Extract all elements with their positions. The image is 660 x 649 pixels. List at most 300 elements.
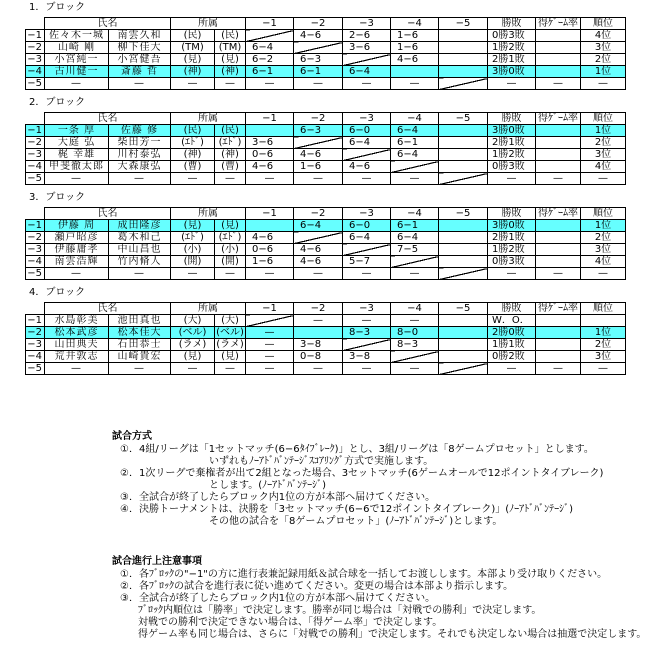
score-cell: 6−4 — [343, 232, 391, 244]
rank-cell: 1位 — [581, 327, 626, 339]
rule-item: ②．各ﾌﾞﾛｯｸの試合を進行表に従い進めてください。変更の場合は本部より指示します。 — [120, 581, 514, 592]
table-row — [26, 173, 626, 185]
header-opponent: −1 — [246, 18, 294, 30]
partner-affiliation: — — [215, 268, 246, 280]
header-opponent: −1 — [246, 113, 294, 125]
rank-cell: 1位 — [581, 125, 626, 137]
match-format-section — [112, 431, 660, 528]
game-rate-cell: — — [536, 268, 581, 280]
game-rate-cell: — — [536, 173, 581, 185]
partner-name: 佐藤 修 — [109, 125, 171, 137]
self-match-cell — [294, 137, 343, 149]
table-row — [26, 54, 626, 66]
partner-affiliation: (見) — [215, 220, 246, 232]
player-affiliation: (神) — [171, 66, 215, 78]
score-cell: 6−4 — [391, 149, 439, 161]
row-label: −4 — [26, 256, 45, 268]
header-opponent: −4 — [391, 18, 439, 30]
partner-name: 川村泰弘 — [109, 149, 171, 161]
partner-affiliation: (ｴﾄﾞ) — [215, 232, 246, 244]
self-match-cell — [343, 339, 391, 351]
header-row — [26, 18, 626, 30]
header-corner — [26, 18, 45, 30]
score-cell: — — [294, 315, 343, 327]
header-game-rate: 得ｹﾞｰﾑ率 — [536, 18, 581, 30]
player-name: 伊藤庸孝 — [45, 244, 109, 256]
self-match-cell — [246, 30, 294, 42]
score-cell: — — [343, 78, 391, 90]
row-label: −5 — [26, 78, 45, 90]
table-row — [26, 42, 626, 54]
player-affiliation: (ベル) — [171, 327, 215, 339]
partner-affiliation: — — [215, 78, 246, 90]
row-label: −1 — [26, 220, 45, 232]
self-match-cell — [294, 232, 343, 244]
table-row — [26, 268, 626, 280]
partner-affiliation: (ラメ) — [216, 339, 244, 350]
score-cell: 1−6 — [246, 256, 294, 268]
table-row-winner — [26, 66, 626, 78]
score-cell — [439, 161, 488, 173]
score-cell: 6−1 — [294, 66, 343, 78]
game-rate-cell — [536, 327, 581, 339]
partner-affiliation: (小) — [215, 244, 246, 256]
partner-name: 池田真也 — [109, 315, 171, 327]
score-cell: 6−0 — [343, 125, 391, 137]
player-affiliation: (見) — [171, 54, 215, 66]
self-match-cell — [439, 363, 488, 375]
score-cell: 6−3 — [294, 125, 343, 137]
score-cell: 6−3 — [294, 54, 343, 66]
score-cell: 6−4 — [391, 125, 439, 137]
player-affiliation: (ラメ) — [171, 339, 215, 351]
table-row-winner — [26, 327, 626, 339]
score-cell — [439, 137, 488, 149]
rank-cell: 1位 — [581, 66, 626, 78]
block-title: 1．ブロック — [29, 2, 86, 13]
partner-affiliation: (TM) — [215, 42, 246, 54]
partner-name: — — [109, 78, 171, 90]
match-notes-list — [112, 569, 660, 641]
header-rank: 順位 — [581, 18, 626, 30]
score-cell: 0−6 — [246, 244, 294, 256]
match-format-heading: 試合方式 — [112, 431, 152, 442]
player-affiliation: — — [171, 268, 215, 280]
row-label: −2 — [26, 42, 45, 54]
score-cell — [439, 351, 488, 363]
score-cell: 8−0 — [391, 327, 439, 339]
self-match-cell — [439, 268, 488, 280]
score-cell: 3−8 — [343, 351, 391, 363]
header-opponent: −5 — [439, 208, 488, 220]
self-match-cell — [246, 125, 294, 137]
score-cell: — — [343, 268, 391, 280]
win-loss-cell: 3勝0敗 — [488, 220, 536, 232]
partner-affiliation: (神) — [215, 149, 246, 161]
header-opponent: −4 — [391, 113, 439, 125]
player-name: — — [45, 268, 109, 280]
game-rate-cell — [536, 54, 581, 66]
partner-affiliation: (民) — [215, 30, 246, 42]
score-cell: 4−6 — [294, 149, 343, 161]
partner-name: 石田恭士 — [109, 339, 171, 351]
partner-name: — — [109, 363, 171, 375]
game-rate-cell: — — [536, 78, 581, 90]
score-cell — [439, 30, 488, 42]
score-cell: 3−8 — [294, 339, 343, 351]
header-name: 氏名 — [45, 113, 171, 125]
player-name: 山田典夫 — [45, 339, 109, 351]
score-cell: — — [391, 78, 439, 90]
game-rate-cell — [536, 232, 581, 244]
game-rate-cell — [536, 351, 581, 363]
table-row — [26, 149, 626, 161]
score-cell: 4−6 — [294, 30, 343, 42]
win-loss-cell: 1勝2敗 — [488, 42, 536, 54]
row-label: −3 — [26, 244, 45, 256]
player-name: 一条 厚 — [45, 125, 109, 137]
table-row — [26, 232, 626, 244]
header-name: 氏名 — [45, 303, 171, 315]
results-table — [25, 207, 626, 280]
self-match-cell — [391, 256, 439, 268]
self-match-cell — [343, 244, 391, 256]
header-opponent: −4 — [391, 303, 439, 315]
player-affiliation: — — [171, 363, 215, 375]
player-affiliation: (神) — [171, 149, 215, 161]
rule-continuation: 対戦での勝利で決定できない場合は、「得ゲーム率」で決定します。 — [138, 617, 443, 628]
player-name: 小宮純一 — [45, 54, 109, 66]
score-cell — [439, 220, 488, 232]
rank-cell: 3位 — [581, 149, 626, 161]
score-cell: 4−6 — [246, 161, 294, 173]
player-name: — — [45, 78, 109, 90]
partner-name: 竹内脩人 — [109, 256, 171, 268]
header-name: 氏名 — [45, 208, 171, 220]
row-label: −5 — [26, 268, 45, 280]
score-cell — [439, 256, 488, 268]
score-cell: 4−6 — [294, 244, 343, 256]
partner-name: 葛木和己 — [109, 232, 171, 244]
win-loss-cell: 2勝1敗 — [488, 232, 536, 244]
player-affiliation: (大) — [171, 315, 215, 327]
partner-affiliation: — — [215, 363, 246, 375]
header-row — [26, 208, 626, 220]
rule-continuation: 得ゲーム率も同じ場合は、さらに「対戦での勝利」で決定します。それでも決定しない場合は抽選で決定します。 — [138, 629, 647, 640]
header-rank: 順位 — [581, 208, 626, 220]
partner-name: — — [109, 173, 171, 185]
header-corner — [26, 208, 45, 220]
win-loss-cell: 0勝3敗 — [488, 256, 536, 268]
rule-item: ②．1次リーグで棄権者が出て2組となった場合、3セットマッチ(6ゲームオールで12ポイントタイブレーク) — [120, 468, 604, 479]
player-name: 佐々木一城 — [45, 30, 109, 42]
table-row — [26, 339, 626, 351]
row-label: −1 — [26, 30, 45, 42]
score-cell: 6−4 — [391, 232, 439, 244]
score-cell — [439, 149, 488, 161]
results-table — [25, 17, 626, 90]
partner-name: 松本佳大 — [109, 327, 171, 339]
self-match-cell — [391, 161, 439, 173]
rank-cell: — — [581, 78, 626, 90]
header-opponent: −3 — [343, 113, 391, 125]
player-affiliation: (曹) — [171, 161, 215, 173]
score-cell: — — [246, 327, 294, 339]
partner-affiliation: (見) — [215, 351, 246, 363]
win-loss-cell: 3勝0敗 — [488, 125, 536, 137]
table-row — [26, 256, 626, 268]
rank-cell: 3位 — [581, 42, 626, 54]
win-loss-cell: 1勝2敗 — [488, 149, 536, 161]
header-opponent: −2 — [294, 208, 343, 220]
header-win-loss: 勝敗 — [488, 303, 536, 315]
header-opponent: −4 — [391, 208, 439, 220]
header-win-loss: 勝敗 — [488, 18, 536, 30]
player-name: 松本武彦 — [45, 327, 109, 339]
partner-affiliation: (民) — [215, 125, 246, 137]
rank-cell: 2位 — [581, 339, 626, 351]
game-rate-cell — [536, 339, 581, 351]
rule-item: ③．全試合が終了したらブロック内1位の方が本部へ届けてください。 — [120, 593, 436, 604]
rule-item: ③．全試合が終了したらブロック内1位の方が本部へ届けてください。 — [120, 492, 436, 503]
header-opponent: −3 — [343, 303, 391, 315]
table-row — [26, 315, 626, 327]
rule-continuation: その他の試合を「8ゲームプロセット」(ﾉｰｱﾄﾞﾊﾞﾝﾃｰｼﾞ)とします。 — [209, 516, 503, 527]
table-row-winner — [26, 220, 626, 232]
partner-affiliation: (見) — [215, 54, 246, 66]
table-row — [26, 363, 626, 375]
header-affiliation: 所属 — [171, 18, 246, 30]
score-cell: — — [391, 315, 439, 327]
partner-affiliation: (曹) — [215, 161, 246, 173]
header-opponent: −3 — [343, 208, 391, 220]
self-match-cell — [246, 315, 294, 327]
game-rate-cell — [536, 256, 581, 268]
score-cell: — — [246, 363, 294, 375]
table-row — [26, 351, 626, 363]
rank-cell: 2位 — [581, 232, 626, 244]
player-affiliation: (民) — [171, 125, 215, 137]
row-label: −4 — [26, 161, 45, 173]
header-corner — [26, 303, 45, 315]
win-loss-cell: 0勝3敗 — [488, 161, 536, 173]
score-cell: — — [343, 173, 391, 185]
row-label: −5 — [26, 363, 45, 375]
win-loss-cell: — — [488, 268, 536, 280]
rank-cell — [581, 315, 626, 327]
partner-affiliation: (ベル) — [216, 327, 244, 338]
header-opponent: −1 — [246, 303, 294, 315]
score-cell: — — [391, 268, 439, 280]
header-opponent: −1 — [246, 208, 294, 220]
rank-cell: 2位 — [581, 54, 626, 66]
score-cell: 4−6 — [294, 256, 343, 268]
score-cell: 5−7 — [343, 256, 391, 268]
header-opponent: −5 — [439, 303, 488, 315]
score-cell: 1−6 — [294, 161, 343, 173]
game-rate-cell — [536, 161, 581, 173]
rank-cell: — — [581, 173, 626, 185]
match-notes-section — [112, 556, 660, 641]
player-affiliation: (見) — [171, 220, 215, 232]
score-cell: — — [246, 78, 294, 90]
table-row — [26, 137, 626, 149]
player-name: 水島彰美 — [45, 315, 109, 327]
partner-name: 南雲久和 — [109, 30, 171, 42]
row-label: −2 — [26, 327, 45, 339]
score-cell: 1−6 — [391, 42, 439, 54]
score-cell: — — [391, 363, 439, 375]
game-rate-cell — [536, 244, 581, 256]
table-row-winner — [26, 125, 626, 137]
score-cell: — — [343, 363, 391, 375]
score-cell — [439, 244, 488, 256]
block-title: 3．ブロック — [29, 192, 86, 203]
player-affiliation: (TM) — [171, 42, 215, 54]
score-cell: — — [246, 339, 294, 351]
player-name: 山崎 剛 — [45, 42, 109, 54]
rank-cell: — — [581, 268, 626, 280]
score-cell: — — [246, 173, 294, 185]
score-cell: — — [294, 363, 343, 375]
header-name: 氏名 — [45, 18, 171, 30]
table-row — [26, 161, 626, 173]
game-rate-cell: — — [536, 363, 581, 375]
player-affiliation: (ｴﾄﾞ) — [171, 232, 215, 244]
score-cell — [439, 66, 488, 78]
header-row — [26, 303, 626, 315]
header-opponent: −2 — [294, 18, 343, 30]
score-cell: 7−5 — [391, 244, 439, 256]
table-row — [26, 30, 626, 42]
self-match-cell — [343, 149, 391, 161]
score-cell — [439, 327, 488, 339]
self-match-cell — [391, 351, 439, 363]
partner-name: 小宮健吾 — [109, 54, 171, 66]
partner-name: 成田隆彦 — [109, 220, 171, 232]
header-affiliation: 所属 — [171, 208, 246, 220]
header-win-loss: 勝敗 — [488, 113, 536, 125]
player-affiliation: (見) — [171, 351, 215, 363]
game-rate-cell — [536, 220, 581, 232]
self-match-cell — [343, 54, 391, 66]
game-rate-cell — [536, 42, 581, 54]
partner-name: 中山昌也 — [109, 244, 171, 256]
score-cell: 3−6 — [246, 137, 294, 149]
score-cell: 4−6 — [343, 161, 391, 173]
results-table — [25, 112, 626, 185]
win-loss-cell: 1勝1敗 — [488, 339, 536, 351]
rank-cell: 4位 — [581, 256, 626, 268]
score-cell: 6−4 — [343, 66, 391, 78]
win-loss-cell: 3勝0敗 — [488, 66, 536, 78]
player-name: 梶 幸雄 — [45, 149, 109, 161]
game-rate-cell — [536, 66, 581, 78]
header-affiliation: 所属 — [171, 303, 246, 315]
score-cell: 8−3 — [343, 327, 391, 339]
player-affiliation: (ｴﾄﾞ) — [171, 137, 215, 149]
rank-cell: 2位 — [581, 137, 626, 149]
score-cell — [439, 232, 488, 244]
win-loss-cell: 0勝3敗 — [488, 30, 536, 42]
game-rate-cell — [536, 125, 581, 137]
row-label: −2 — [26, 232, 45, 244]
score-cell: 6−4 — [343, 137, 391, 149]
header-affiliation: 所属 — [171, 113, 246, 125]
score-cell: 6−1 — [391, 137, 439, 149]
player-name: 伊藤 周 — [45, 220, 109, 232]
rule-item: ①．4組/リーグは「1セットマッチ(6−6ﾀｲﾌﾞﾚｰｸ)」とし、3組/リーグは「8ゲームプロセット」とします。 — [120, 444, 594, 455]
player-name: — — [45, 363, 109, 375]
score-cell: — — [246, 351, 294, 363]
partner-name: 山崎貴宏 — [109, 351, 171, 363]
score-cell: 6−1 — [391, 220, 439, 232]
partner-affiliation: (ｴﾄﾞ) — [215, 137, 246, 149]
win-loss-cell: — — [488, 78, 536, 90]
header-opponent: −5 — [439, 18, 488, 30]
score-cell: 6−4 — [294, 220, 343, 232]
table-row — [26, 78, 626, 90]
header-rank: 順位 — [581, 113, 626, 125]
partner-affiliation: (神) — [215, 66, 246, 78]
score-cell: 6−0 — [343, 220, 391, 232]
score-cell: 4−6 — [391, 54, 439, 66]
score-cell: — — [391, 173, 439, 185]
header-opponent: −5 — [439, 113, 488, 125]
score-cell: — — [294, 268, 343, 280]
partner-name: 斎藤 哲 — [109, 66, 171, 78]
rank-cell: — — [581, 363, 626, 375]
score-cell: — — [246, 268, 294, 280]
win-loss-cell: 2勝1敗 — [488, 137, 536, 149]
row-label: −3 — [26, 149, 45, 161]
game-rate-cell — [536, 315, 581, 327]
header-row — [26, 113, 626, 125]
self-match-cell — [294, 327, 343, 339]
rank-cell: 4位 — [581, 161, 626, 173]
win-loss-cell: — — [488, 363, 536, 375]
row-label: −4 — [26, 351, 45, 363]
score-cell: 3−6 — [343, 42, 391, 54]
partner-affiliation: — — [215, 173, 246, 185]
win-loss-cell: 2勝1敗 — [488, 54, 536, 66]
partner-name: — — [109, 268, 171, 280]
score-cell: — — [294, 78, 343, 90]
table-row — [26, 244, 626, 256]
row-label: −1 — [26, 315, 45, 327]
match-notes-heading: 試合進行上注意事項 — [112, 556, 202, 567]
score-cell: 0−8 — [294, 351, 343, 363]
header-opponent: −2 — [294, 113, 343, 125]
win-loss-cell: — — [488, 173, 536, 185]
rule-item: ①．各ﾌﾞﾛｯｸの"−1"の方に進行表兼記録用紙＆試合球を一括してお渡しします。本部より受け取りください。 — [120, 569, 608, 580]
results-table — [25, 302, 626, 375]
row-label: −5 — [26, 173, 45, 185]
self-match-cell — [294, 42, 343, 54]
game-rate-cell — [536, 137, 581, 149]
score-cell — [439, 125, 488, 137]
header-corner — [26, 113, 45, 125]
player-name: 瀬戸昭彦 — [45, 232, 109, 244]
win-loss-cell: 1勝2敗 — [488, 244, 536, 256]
row-label: −4 — [26, 66, 45, 78]
row-label: −2 — [26, 137, 45, 149]
row-label: −1 — [26, 125, 45, 137]
block-title: 2．ブロック — [29, 97, 86, 108]
header-game-rate: 得ｹﾞｰﾑ率 — [536, 113, 581, 125]
rule-continuation: いずれもﾉｰｱﾄﾞﾊﾞﾝﾃｰｼﾞｽｺｱﾘﾝｸﾞ方式で実施します。 — [209, 456, 434, 467]
score-cell — [439, 315, 488, 327]
